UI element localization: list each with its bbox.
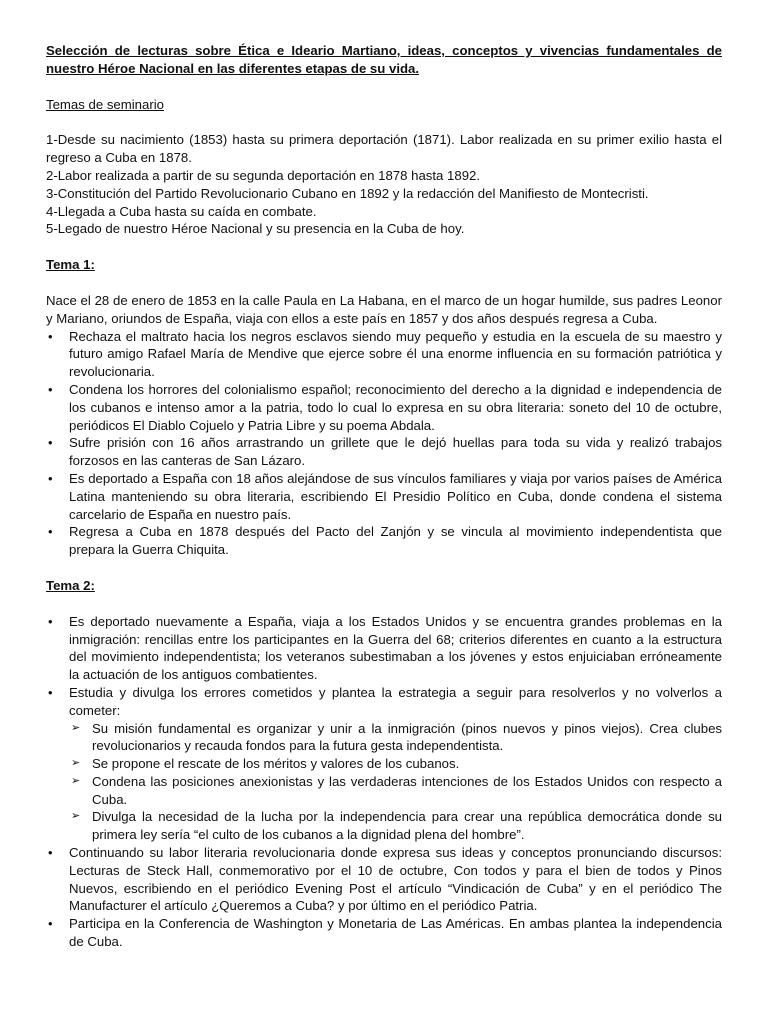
list-item-text: Estudia y divulga los errores cometidos y plantea la estrategia a seguir para resolverlos y no volverlos a cometer:	[69, 684, 722, 718]
sub-list-item-text: Su misión fundamental es organizar y unir a la inmigración (pinos nuevos y pinos viejos). Crea clubes revolucionarios y recauda fondos para la futura gesta independentista.	[92, 720, 722, 754]
list-item	[46, 470, 722, 523]
seminar-heading: Temas de seminario	[46, 96, 165, 112]
seminar-topic-5: 5-Legado de nuestro Héroe Nacional y su presencia en la Cuba de hoy.	[46, 221, 465, 237]
arrow-bullet-icon: ➢	[71, 757, 81, 770]
list-item-text: Es deportado nuevamente a España, viaja a los Estados Unidos y se encuentra grandes problemas en la inmigración: rencillas entre los participantes en la Guerra del 68; criterios diferentes en cuanto a la estructura del movimiento independentista; los veteranos subestimaban a los jóvenes y estos enjuiciaban erróneamente la actuación de los antiguos combatientes.	[69, 613, 722, 683]
list-item-text: Continuando su labor literaria revolucionaria donde expresa sus ideas y conceptos pronunciando discursos: Lecturas de Steck Hall, conmemorativo por el 10 de octubre, Con todos y para el bien de todos y Pinos Nuevos, escribiendo en el periódico Evening Post el artículo “Vindicación de Cuba” y en el periódico The Manufacturer el artículo ¿Queremos a Cuba? y por último en el periódico Patria.	[69, 845, 722, 914]
list-item-text: Condena los horrores del colonialismo español; reconocimiento del derecho a la dignidad e independencia de los cubanos e intenso amor a la patria, todo lo cual lo expresa en su obra literaria: soneto del 10 de octubre, periódicos El Diablo Cojuelo y Patria Libre y su poema Abdala.	[69, 381, 722, 433]
list-item-text: Participa en la Conferencia de Washington y Monetaria de Las Américas. En ambas plantea la independencia de Cuba.	[69, 916, 722, 950]
sub-list-item-text: Condena las posiciones anexionistas y las verdaderas intenciones de los Estados Unidos con respecto a Cuba.	[92, 773, 722, 807]
list-item	[46, 613, 722, 684]
arrow-bullet-icon: ➢	[71, 774, 81, 787]
seminar-topic-4: 4-Llegada a Cuba hasta su caída en combate.	[46, 203, 317, 219]
seminar-topic-3: 3-Constitución del Partido Revolucionario Cubano en 1892 y la redacción del Manifiesto de Montecristi.	[46, 185, 649, 201]
seminar-topics-list	[46, 131, 722, 238]
sub-list-item	[69, 755, 722, 773]
arrow-bullet-icon: ➢	[71, 810, 81, 823]
list-item	[46, 434, 722, 470]
bullet-icon: •	[48, 470, 53, 486]
list-item	[46, 328, 722, 381]
list-item	[46, 684, 722, 844]
bullet-icon: •	[48, 381, 53, 397]
tema-2-heading: Tema 2:	[46, 577, 95, 593]
bullet-icon: •	[48, 684, 53, 700]
bullet-icon: •	[48, 916, 53, 932]
strategy-sub-list	[69, 720, 722, 845]
tema-1-intro: Nace el 28 de enero de 1853 en la calle Paula en La Habana, en el marco de un hogar humilde, sus padres Leonor y Mariano, oriundos de España, viaja con ellos a este país en 1857 y dos años después regresa a Cuba.	[46, 292, 722, 326]
list-item	[46, 523, 722, 559]
sub-list-item	[69, 808, 722, 844]
bullet-icon: •	[48, 613, 53, 629]
arrow-bullet-icon: ➢	[71, 721, 81, 734]
list-item-text: Sufre prisión con 16 años arrastrando un grillete que le dejó huellas para toda su vida y realizó trabajos forzosos en las canteras de San Lázaro.	[69, 435, 722, 469]
tema-1-heading: Tema 1:	[46, 257, 95, 273]
seminar-topic-1: 1-Desde su nacimiento (1853) hasta su primera deportación (1871). Labor realizada en su primer exilio hasta el regreso a Cuba en 1878.	[46, 132, 722, 166]
list-item-text: Es deportado a España con 18 años alejándose de sus vínculos familiares y viaja por varios países de América Latina manteniendo su obra literaria, escribiendo El Presidio Político en Cuba, donde condena el sistema carcelario de España en nuestro país.	[69, 470, 722, 522]
list-item	[46, 844, 722, 915]
list-item-text: Rechaza el maltrato hacia los negros esclavos siendo muy pequeño y estudia en la escuela de su maestro y futuro amigo Rafael María de Mendive que ejerce sobre él una enorme influencia en su formación patriótica y revolucionaria.	[69, 328, 722, 380]
list-item	[46, 381, 722, 434]
bullet-icon: •	[48, 328, 53, 344]
list-item-text: Regresa a Cuba en 1878 después del Pacto del Zanjón y se vincula al movimiento independentista que prepara la Guerra Chiquita.	[69, 524, 722, 558]
sub-list-item	[69, 720, 722, 756]
bullet-icon: •	[48, 524, 53, 540]
sub-list-item	[69, 773, 722, 809]
list-item	[46, 915, 722, 951]
bullet-icon: •	[48, 435, 53, 451]
seminar-topic-2: 2-Labor realizada a partir de su segunda deportación en 1878 hasta 1892.	[46, 167, 481, 183]
tema-2-bullet-list	[46, 613, 722, 951]
bullet-icon: •	[48, 845, 53, 861]
sub-list-item-text: Se propone el rescate de los méritos y valores de los cubanos.	[92, 756, 460, 772]
sub-list-item-text: Divulga la necesidad de la lucha por la independencia para crear una república democrática donde su primera ley sería “el culto de los cubanos a la dignidad plena del hombre”.	[92, 809, 722, 843]
document-title: Selección de lecturas sobre Ética e Ideario Martiano, ideas, conceptos y vivencias fundamentales de nuestro Héroe Nacional en las diferentes etapas de su vida.	[46, 43, 722, 76]
tema-1-bullet-list	[46, 328, 722, 559]
